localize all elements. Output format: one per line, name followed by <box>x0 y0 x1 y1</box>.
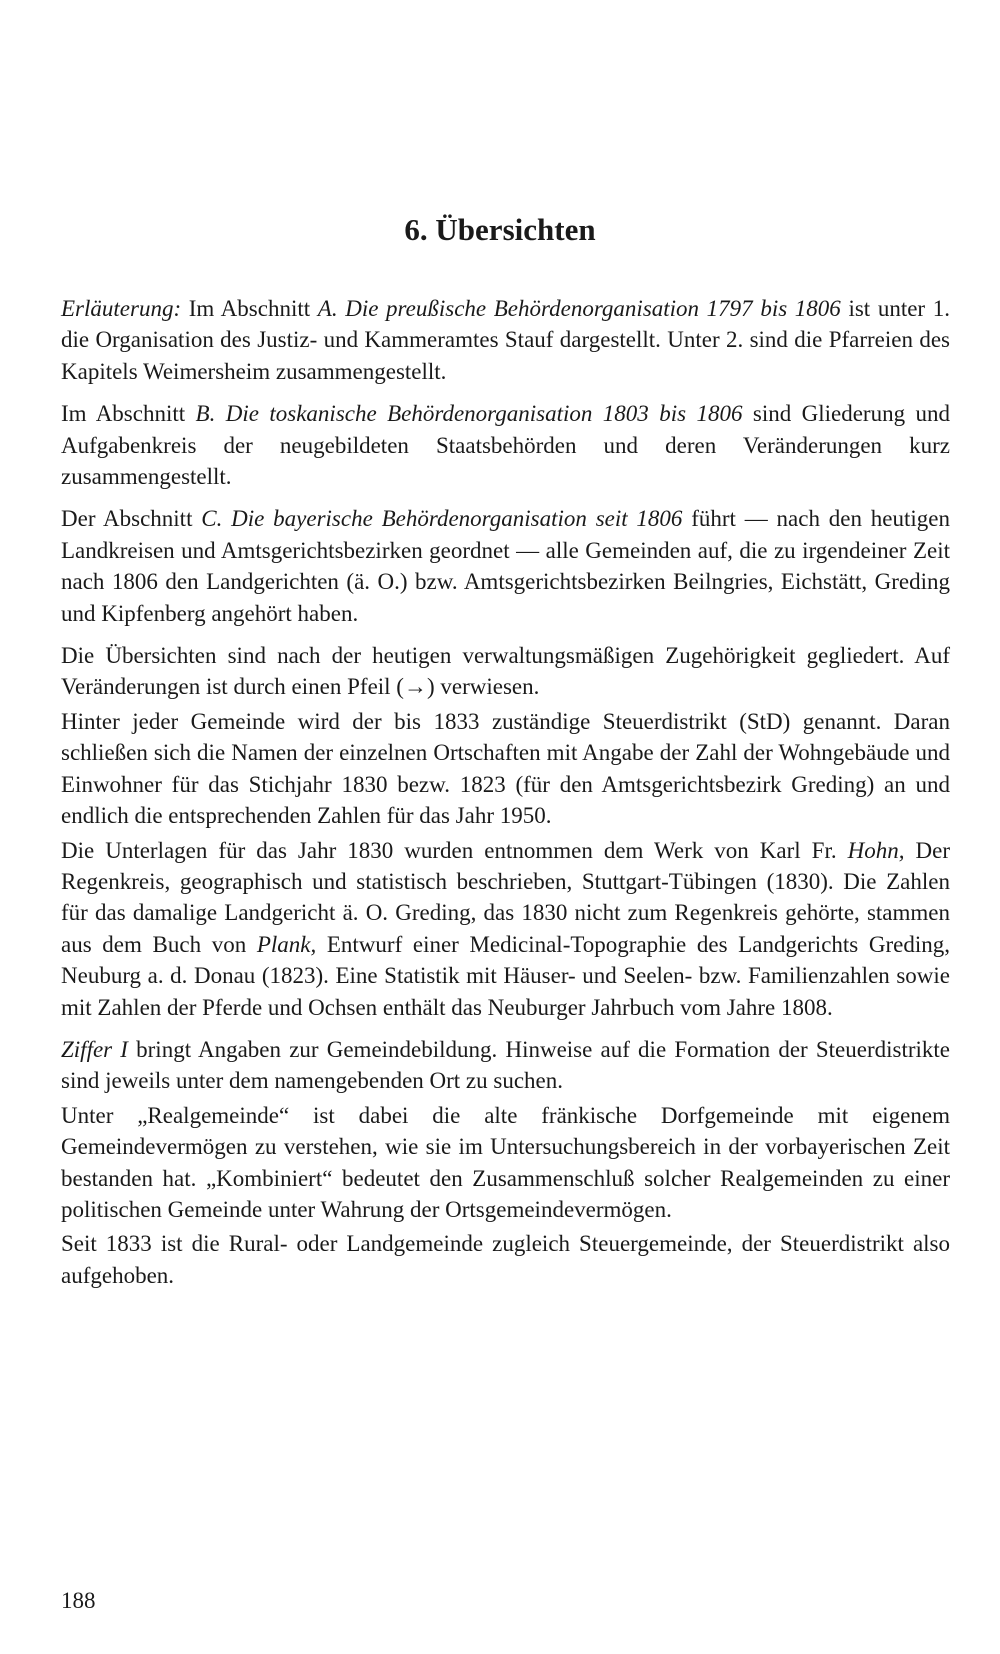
paragraph <box>61 1228 950 1291</box>
page-title: 6. Übersichten <box>404 212 596 247</box>
italic-text: Erläuterung: <box>61 296 182 321</box>
paragraph <box>61 503 950 629</box>
text-run: Die Übersichten sind nach der heutigen verwaltungsmäßigen Zugehörigkeit gegliedert. Auf Veränderungen ist durch einen Pfeil (→) verwiesen. <box>61 643 950 700</box>
paragraph <box>61 1100 950 1226</box>
italic-text: B. Die toskanische Behördenorganisation 1803 bis 1806 <box>195 401 743 427</box>
paragraph <box>61 293 950 387</box>
text-run: Seit 1833 ist die Rural- oder Landgemeinde zugleich Steuergemeinde, der Steuerdistrikt also aufgehoben. <box>61 1231 950 1288</box>
text-body <box>61 293 950 1291</box>
paragraph <box>61 706 950 832</box>
italic-text: A. Die preußische Behördenorganisation 1797 bis 1806 <box>317 296 841 321</box>
text-run: bringt Angaben zur Gemeindebildung. Hinweise auf die Formation der Steuerdistrikte sind jeweils unter dem namengebenden Ort zu suchen. <box>61 1036 951 1094</box>
text-run: sind Gliederung und Aufgabenkreis der neugebildeten Staatsbehörden und deren Veränderungen kurz zusammengestellt. <box>61 401 950 490</box>
text-run: Die Unterlagen für das Jahr 1830 wurden entnommen dem Werk von Karl Fr. <box>61 837 848 863</box>
italic-text: Hohn, <box>847 837 905 863</box>
text-run: Im Abschnitt <box>61 401 196 427</box>
text-run: ist unter 1. die Organisation des Justiz- und Kammeramtes Stauf dargestellt. Unter 2. sind die Pfarreien des Kapitels Weimersheim zusammengestellt. <box>61 296 950 384</box>
paragraph <box>61 398 950 492</box>
text-run: Entwurf einer Medicinal-Topographie des Landgerichts Greding, Neuburg a. d. Donau (1823). Eine Statistik mit Häuser- und Seelen- bzw. Familienzahlen sowie mit Zahlen der Pferde und Ochsen enthält das Neuburger Jahrbuch vom Jahre 1808. <box>61 931 950 1020</box>
italic-text: Ziffer I <box>61 1036 128 1062</box>
text-run: Der Regenkreis, geographisch und statistisch beschrieben, Stuttgart-Tübingen (1830). Die Zahlen für das damalige Landgericht ä. O. Greding, das 1830 nicht zum Regenkreis gehörte, stammen aus dem Buch von <box>61 837 950 957</box>
italic-text: C. Die bayerische Behördenorganisation seit 1806 <box>201 506 683 532</box>
paragraph <box>61 640 950 703</box>
text-run: Der Abschnitt <box>61 506 202 532</box>
text-run: Unter „Realgemeinde“ ist dabei die alte fränkische Dorfgemeinde mit eigenem Gemeindevermögen zu verstehen, wie sie im Untersuchungsbereich in der vorbayerischen Zeit bestanden hat. „Kombiniert“ bedeutet den Zusammenschluß solcher Realgemeinden zu einer politischen Gemeinde unter Wahrung der Ortsgemeindevermögen. <box>61 1102 950 1222</box>
paragraph <box>61 835 950 1023</box>
text-run: führt — nach den heutigen Landkreisen und Amtsgerichtsbezirken geordnet — alle Gemeinden auf, die zu irgendeiner Zeit nach 1806 den Landgerichten (ä. O.) bzw. Amtsgerichtsbezirken Beilngries, Eichstätt, Greding und Kipfenberg angehört haben. <box>61 506 950 626</box>
page-number: 188 <box>61 1588 96 1613</box>
text-run: Hinter jeder Gemeinde wird der bis 1833 zuständige Steuerdistrikt (StD) genannt. Daran schließen sich die Namen der einzelnen Ortschaften mit Angabe der Zahl der Wohngebäude und Einwohner für das Stichjahr 1830 bezw. 1823 (für den Amtsgerichtsbezirk Greding) an und endlich die entsprechenden Zahlen für das Jahr 1950. <box>61 708 950 829</box>
paragraph <box>61 1034 950 1097</box>
italic-text: Plank, <box>256 931 317 957</box>
text-run: Im Abschnitt <box>181 296 318 321</box>
